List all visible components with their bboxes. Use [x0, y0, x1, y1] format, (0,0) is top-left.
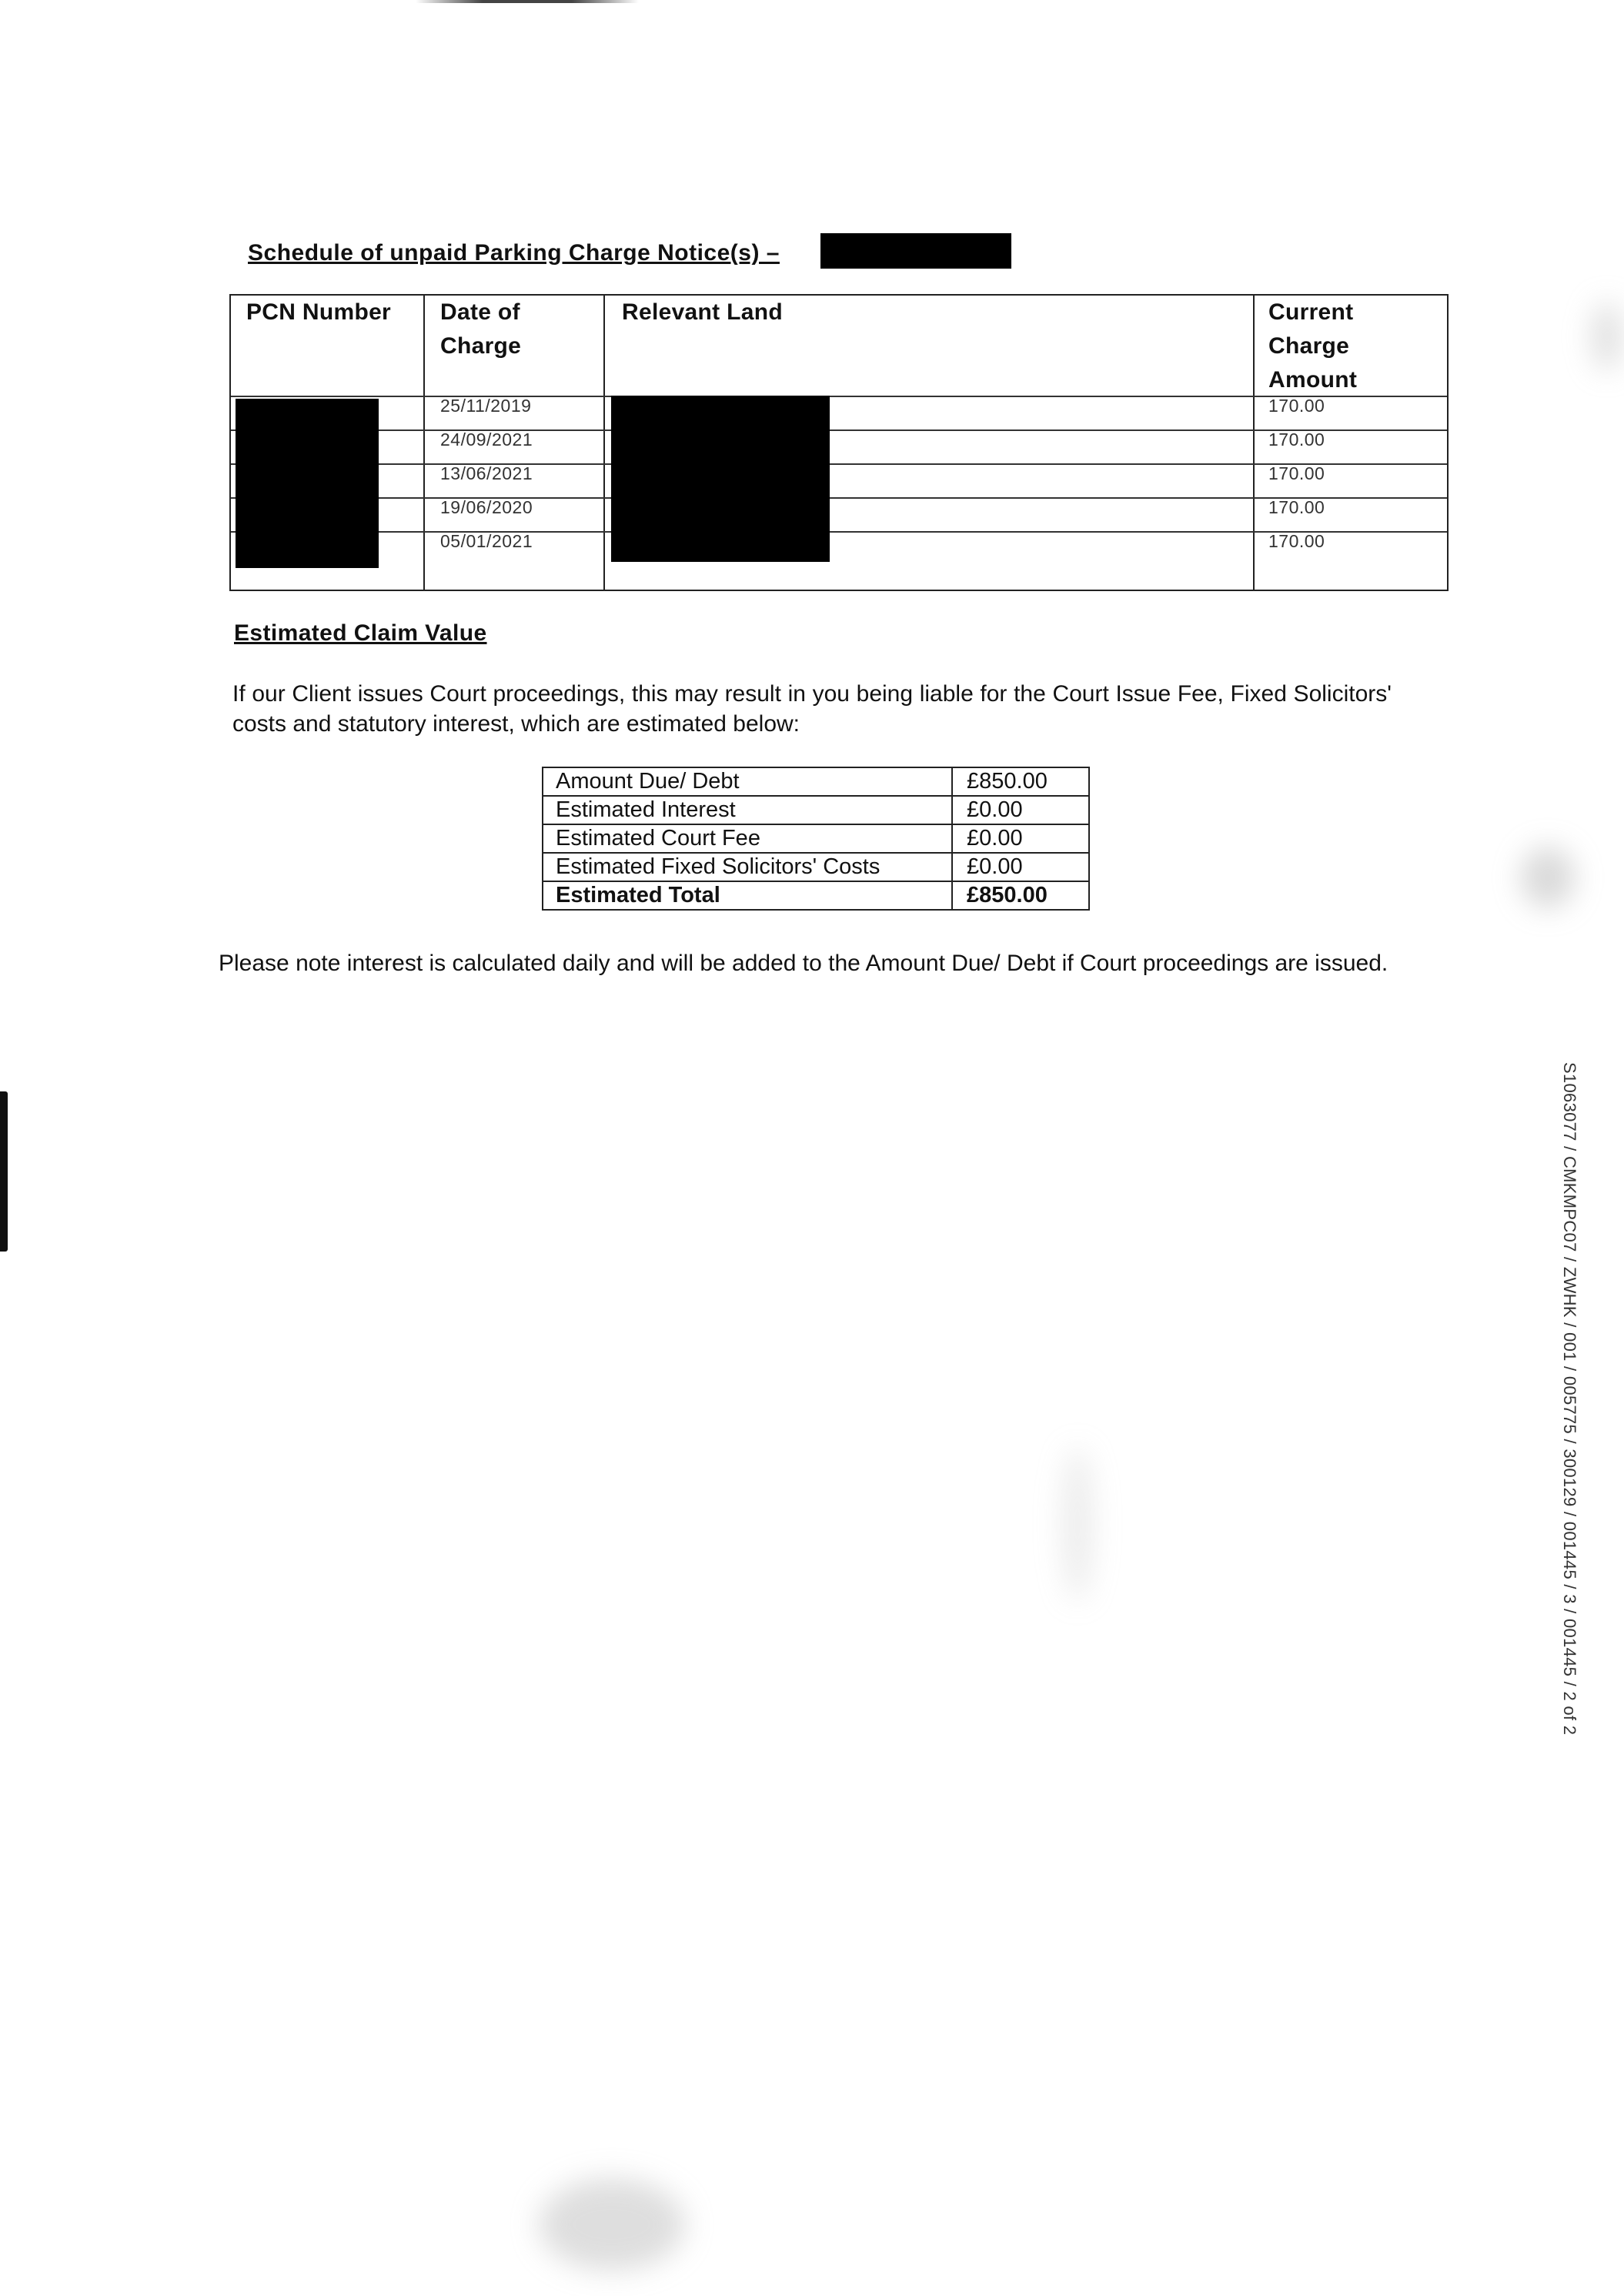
document-reference-code: S1063077 / CMKMPC07 / ZWHK / 001 / 005775 / 300129 / 001445 / 3 / 001445 / 2 of 2: [1560, 1062, 1579, 1736]
table-row: [543, 796, 1089, 824]
row-amount: 170.00: [1268, 429, 1325, 450]
table-divider: [231, 463, 1447, 465]
scan-artifact: [1592, 302, 1622, 371]
table-divider: [231, 396, 1447, 397]
header-amount-line2: Charge: [1268, 333, 1350, 359]
header-amount-line3: Amount: [1268, 367, 1358, 393]
row-amount: 170.00: [1268, 497, 1325, 517]
claim-value: £850.00: [952, 767, 1089, 796]
claim-value: £0.00: [952, 824, 1089, 853]
estimate-intro: If our Client issues Court proceedings, this may result in you being liable for the Court Issue Fee, Fixed Solicitors' costs and statutory interest, which are estimated below:: [232, 681, 1392, 737]
header-amount-line1: Current: [1268, 299, 1354, 325]
row-date: 19/06/2020: [440, 497, 533, 517]
scan-artifact: [539, 2178, 685, 2271]
table-divider: [231, 497, 1447, 499]
schedule-heading: Schedule of unpaid Parking Charge Notice(s) –: [248, 240, 780, 266]
row-date: 24/09/2021: [440, 429, 533, 450]
row-amount: 170.00: [1268, 463, 1325, 483]
header-date-line2: Charge: [440, 333, 522, 359]
table-divider: [1253, 296, 1255, 590]
table-row: [543, 767, 1089, 796]
claim-total-value: £850.00: [952, 881, 1089, 910]
claim-value: £0.00: [952, 853, 1089, 881]
claim-value: £0.00: [952, 796, 1089, 824]
row-amount: 170.00: [1268, 396, 1325, 416]
scan-artifact: [1521, 847, 1575, 908]
table-row: [543, 824, 1089, 853]
redaction-relevant-land: [611, 396, 830, 562]
redaction-pcn-numbers: [236, 399, 379, 568]
table-divider: [231, 429, 1447, 431]
claim-value-table: [542, 767, 1090, 911]
header-pcn-number: PCN Number: [246, 299, 392, 325]
table-row: [543, 853, 1089, 881]
estimate-heading: Estimated Claim Value: [234, 620, 487, 646]
claim-label: Estimated Court Fee: [543, 824, 952, 853]
claim-label: Amount Due/ Debt: [543, 767, 952, 796]
redaction-bar: [820, 233, 1011, 269]
table-divider: [423, 296, 425, 590]
claim-total-label: Estimated Total: [543, 881, 952, 910]
interest-note: Please note interest is calculated daily and will be added to the Amount Due/ Debt if Court proceedings are issued.: [219, 951, 1388, 976]
total-row: [543, 881, 1089, 910]
claim-label: Estimated Fixed Solicitors' Costs: [543, 853, 952, 881]
table-divider: [603, 296, 605, 590]
header-date-line1: Date of: [440, 299, 520, 325]
scan-edge-mark: [0, 1091, 8, 1252]
row-date: 05/01/2021: [440, 531, 533, 551]
row-date: 13/06/2021: [440, 463, 533, 483]
table-divider: [231, 531, 1447, 533]
row-date: 25/11/2019: [440, 396, 532, 416]
scan-artifact: [416, 0, 639, 3]
claim-label: Estimated Interest: [543, 796, 952, 824]
pcn-schedule-table: [229, 294, 1449, 591]
row-amount: 170.00: [1268, 531, 1325, 551]
header-relevant-land: Relevant Land: [622, 299, 783, 325]
scan-artifact: [1062, 1447, 1093, 1601]
